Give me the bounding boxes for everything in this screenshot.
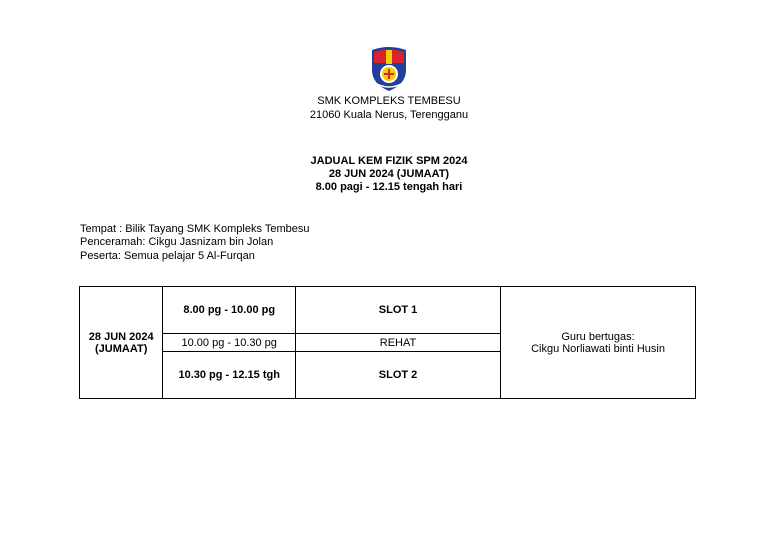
duty-teacher-cell: Guru bertugas: Cikgu Norliawati binti Husin (501, 287, 696, 399)
time-cell: 10.00 pg - 10.30 pg (163, 334, 296, 352)
participants-text: Peserta: Semua pelajar 5 Al-Furqan (80, 249, 255, 262)
activity-cell: SLOT 2 (296, 352, 501, 399)
school-crest-icon (369, 46, 409, 92)
document-title (0, 155, 768, 194)
school-address: 21060 Kuala Nerus, Terengganu (309, 109, 469, 121)
venue-text: Tempat : Bilik Tayang SMK Kompleks Tembesu (80, 223, 310, 235)
title-line-1: JADUAL KEM FIZIK SPM 2024 (310, 155, 468, 167)
school-name: SMK KOMPLEKS TEMBESU (317, 95, 461, 107)
schedule-table (79, 286, 696, 399)
date-cell: 28 JUN 2024 (JUMAAT) (80, 287, 163, 399)
title-line-2: 28 JUN 2024 (JUMAAT) (328, 168, 450, 180)
title-line-3: 8.00 pagi - 12.15 tengah hari (315, 181, 463, 193)
time-cell: 10.30 pg - 12.15 tgh (163, 352, 296, 399)
event-info (80, 223, 309, 263)
time-cell: 8.00 pg - 10.00 pg (163, 287, 296, 334)
activity-cell: REHAT (296, 334, 501, 352)
school-header (0, 94, 768, 122)
table-row (80, 287, 696, 334)
activity-cell: SLOT 1 (296, 287, 501, 334)
speaker-text: Penceramah: Cikgu Jasnizam bin Jolan (80, 236, 274, 249)
